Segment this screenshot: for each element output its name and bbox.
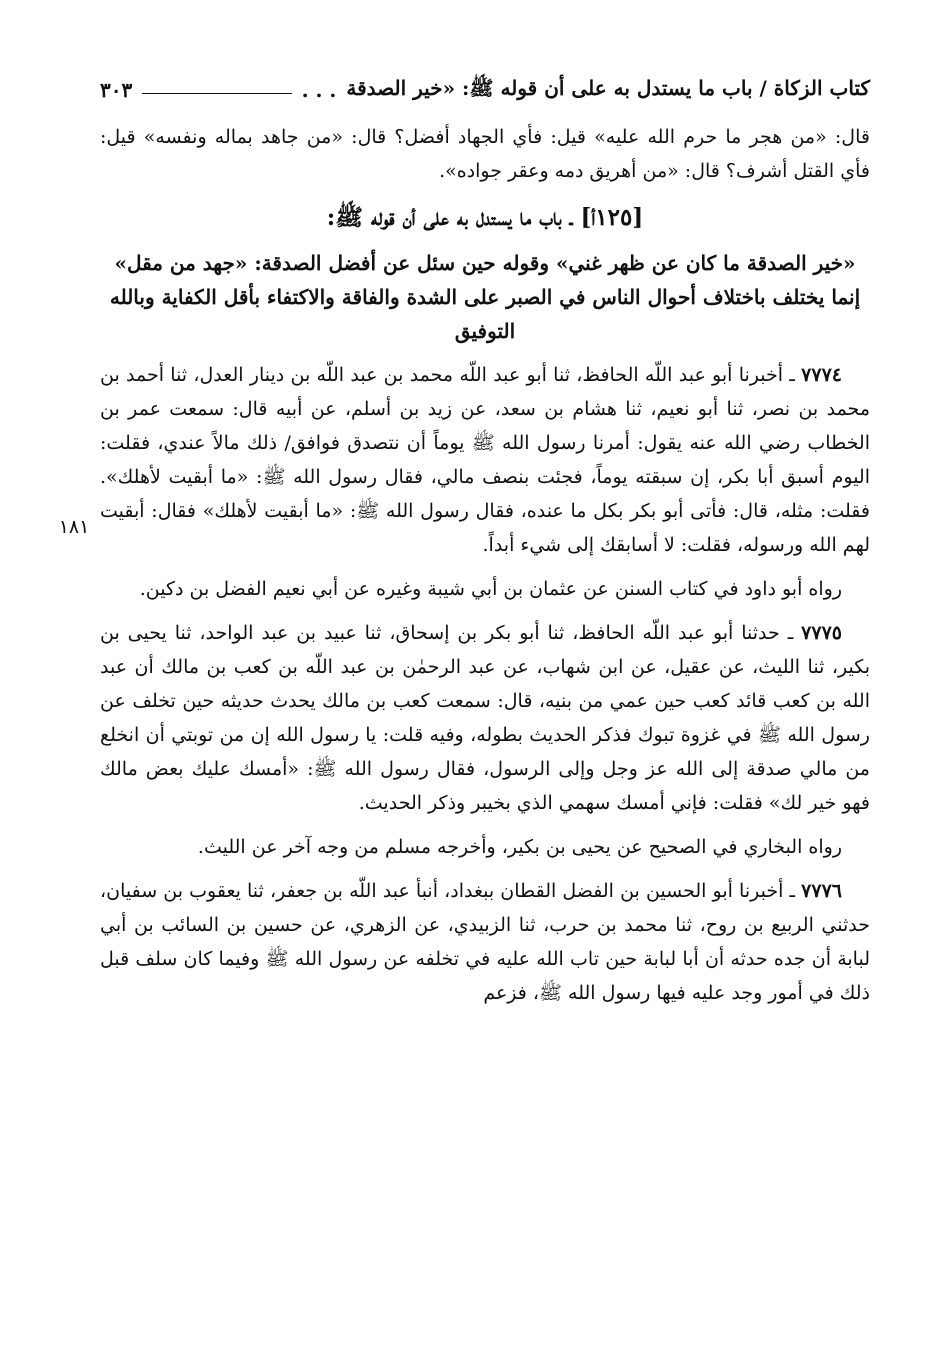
hadith-note: رواه أبو داود في كتاب السنن عن عثمان بن أبي شيبة وغيره عن أبي نعيم الفضل بن دكين.: [139, 578, 842, 600]
hadith-number: ٧٧٧٦: [801, 880, 842, 902]
hadith-text: ـ أخبرنا أبو الحسين بن الفضل القطان ببغداد، أنبأ عبد اللّه بن جعفر، ثنا يعقوب بن سفيان، حدثني الربيع بن روح، ثنا محمد بن حرب، ثنا الزبيدي، عن الزهري، عن حسين بن السائب بن أبي لبابة أن جده حدثه أن أبا لبابة حين تاب الله عليه في تخلفه عن رسول الله ﷺ وفيما كان سلف قبل ذلك في أمور وجد عليه فيها رسول الله ﷺ، فزعم: [100, 880, 870, 1004]
hadith-text: ـ حدثنا أبو عبد اللّه الحافظ، ثنا أبو بكر بن إسحاق، ثنا عبيد بن عبد الواحد، ثنا يحيى بن بكير، ثنا الليث، عن عقيل، عن ابن شهاب، عن عبد الرحمٰن بن عبد اللّه بن كعب بن مالك أن عبد الله بن كعب قائد كعب حين عمي من بنيه، قال: سمعت كعب بن مالك يحدث حديثه حين تخلف عن رسول الله ﷺ في غزوة تبوك فذكر الحديث بطوله، وفيه قلت: يا رسول الله إن من توبتي أن انخلع من مالي صدقة إلى الله عز وجل وإلى الرسول، فقال رسول الله ﷺ: «أمسك عليك بعض مالك فهو خير لك» فقلت: فإني أمسك سهمي الذي بخيبر وذكر الحديث.: [100, 622, 870, 814]
hadith-number: ٧٧٧٤: [801, 364, 842, 386]
intro-paragraph: قال: «من هجر ما حرم الله عليه» قيل: فأي الجهاد أفضل؟ قال: «من جاهد بماله ونفسه» قيل: فأي القتل أشرف؟ قال: «من أهريق دمه وعقر جواده».: [100, 126, 870, 182]
hadith-text: ـ أخبرنا أبو عبد اللّه الحافظ، ثنا أبو عبد اللّه محمد بن عبد اللّه بن دينار العدل، ثنا أحمد بن محمد بن نصر، ثنا أبو نعيم، ثنا هشام بن سعد، عن زيد بن أسلم، عن أبيه قال: سمعت عمر بن الخطاب رضي الله عنه يقول: أمرنا رسول الله ﷺ يوماً أن نتصدق فوافق/ ذلك مالاً عندي، فقلت: اليوم أسبق أبا بكر، إن سبقته يوماً، فجئت بنصف مالي، فقال رسول الله ﷺ: «ما أبقيت لأهلك». فقلت: مثله، قال: فأتى أبو بكر بكل ما عنده، فقال رسول الله ﷺ: «ما أبقيت لأهلك» فقال: أبقيت لهم الله ورسوله، فقلت: لا أسابقك إلى شيء أبداً.: [100, 364, 870, 556]
header-ellipsis: . . .: [301, 78, 337, 102]
chapter-heading: [١٢٥أ] ـ باب ما يستدل به على أن قوله ﷺ:: [326, 204, 644, 231]
header-rule: [142, 93, 291, 94]
hadith-number: ٧٧٧٥: [801, 622, 842, 644]
margin-page-reference: ١٨١: [58, 516, 90, 538]
chapter-subheading: «خير الصدقة ما كان عن ظهر غني» وقوله حين سئل عن أفضل الصدقة: «جهد من مقل» إنما يختلف باختلاف أحوال الناس في الصبر على الشدة والفاقة والاكتفاء بأقل الكفاية وبالله التوفيق: [109, 251, 861, 343]
header-title: كتاب الزكاة / باب ما يستدل به على أن قوله ﷺ: «خير الصدقة: [346, 75, 870, 100]
page-body: [100, 120, 870, 1350]
hadith-paragraph: [100, 358, 870, 562]
hadith-note: رواه البخاري في الصحيح عن يحيى بن بكير، وأخرجه مسلم من وجه آخر عن الليث.: [197, 836, 842, 858]
running-header: [100, 70, 870, 110]
hadith-paragraph: [100, 616, 870, 820]
page-number: ٣٠٣: [100, 78, 133, 102]
hadith-paragraph: [100, 874, 870, 1010]
